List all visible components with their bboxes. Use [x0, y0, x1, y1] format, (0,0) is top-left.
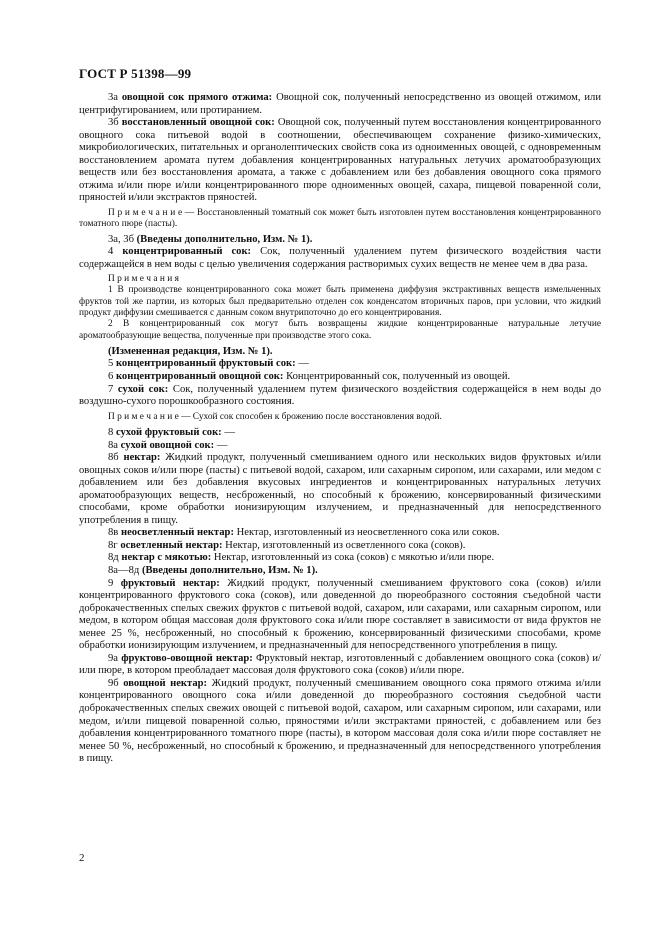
paragraph-5 [79, 358, 601, 371]
clause-number: 7 [108, 383, 114, 395]
term: овощной сок прямого отжима: [121, 92, 273, 103]
definition: — [295, 358, 309, 370]
amendment-text: (Измененная редакция, Изм. № 1). [108, 345, 273, 357]
amendment-note-1 [79, 234, 601, 247]
definition: Жидкий продукт, полученный смешиванием овощного сока прямого отжима и/или концентрированного овощного сока и/или доведенной до пюреобразного состояния съедобной части доброкачественных спелых свежих овощей с питьевой водой, сахаром, или сахарным сиропом, или сахарами, или медом, и/или пищевой поваренной солью, пряностями и/или экстрактами пряностей, с добавлением или без добавления концентрированного томатного пюре (пасты), в котором массовая доля сока и/или пюре составляет не менее 50 %, несброженный, но способный к брожению, и предназначенный для непосредственного употребления в пищу. [79, 677, 601, 765]
paragraph-8v [79, 527, 601, 540]
definition: Концентрированный сок, полученный из овощей. [283, 371, 511, 383]
term: фруктовый нектар: [120, 577, 220, 589]
paragraph-9a [79, 653, 601, 678]
definition: Фруктовый нектар, изготовленный с добавлением овощного сока (соков) и/или пюре, в котором преобладает массовая доля фруктового сока (соков) и/или пюре. [79, 652, 601, 677]
paragraph-8g [79, 540, 601, 553]
note-3 [79, 208, 601, 231]
amendment-note-2 [79, 346, 601, 359]
clause-number: 8 [108, 426, 114, 438]
clause-number: 8а [108, 439, 118, 451]
amendment-text: (Введены дополнительно, Изм. № 1). [136, 233, 313, 245]
definition: — [214, 439, 228, 451]
clause-number: 9б [108, 677, 119, 689]
clause-number: 3а [108, 92, 118, 103]
definition: Сок, полученный удалением путем физического воздействия содержащейся в нем воды до воздушно-сухого порошкообразного состояния. [79, 383, 601, 408]
term: нектар: [123, 452, 161, 464]
definition: — [221, 426, 235, 438]
note-7 [79, 412, 601, 423]
term: концентрированный овощной сок: [115, 371, 284, 383]
note-4-1: 1 В производстве концентрированного сока может быть применена диффузия экстрактивных веществ измельченных фруктов той же партии, из которых был предварительно отделен сок конденсатом вторичных паров, при условии, что жидкий продукт диффузии смешивается с данным соком внутрипоточно до его концентрирования. [79, 285, 601, 319]
clause-number: 9а [108, 652, 118, 664]
clause-number: 8г [108, 539, 118, 551]
clause-number: 3б [108, 117, 119, 129]
clause-number: 5 [108, 358, 114, 370]
page-number: 2 [79, 852, 85, 864]
amendment-text: (Введены дополнительно, Изм. № 1). [141, 564, 318, 576]
definition: Нектар, изготовленный из неосветленного сока или соков. [233, 527, 500, 539]
paragraph-7 [79, 384, 601, 409]
term: концентрированный фруктовый сок: [115, 358, 296, 370]
paragraph-9 [79, 578, 601, 653]
definition: Нектар, изготовленный из сока (соков) с мякотью и/или пюре. [211, 552, 495, 564]
definition: Сок, полученный удалением путем физического воздействия части содержащейся в нем воды с целью увеличения содержания растворимых сухих веществ не менее чем в два раза. [79, 246, 601, 270]
document-body [79, 92, 601, 766]
paragraph-8b [79, 452, 601, 527]
amendment-numbers: 8а—8д [108, 564, 142, 576]
clause-number: 8в [108, 527, 119, 539]
page-header: ГОСТ Р 51398—99 [79, 66, 192, 81]
paragraph-4 [79, 246, 601, 271]
paragraph-8 [79, 427, 601, 440]
paragraph-8a [79, 440, 601, 453]
term: сухой сок: [117, 383, 169, 395]
paragraph-6 [79, 371, 601, 384]
clause-number: 8д [108, 552, 119, 564]
term: сухой фруктовый сок: [115, 426, 222, 438]
note-4-2: 2 В концентрированный сок могут быть возвращены жидкие концентрированные натуральные летучие ароматообразующие вещества, полученные при производстве этого сока. [79, 319, 601, 341]
paragraph-9b [79, 678, 601, 766]
term: концентрированный сок: [122, 246, 252, 258]
notes-4-label: П р и м е ч а н и я [108, 274, 179, 285]
term: восстановленный овощной сок: [121, 117, 275, 129]
term: фруктово-овощной нектар: [121, 652, 253, 664]
note-label: П р и м е ч а н и е [108, 411, 179, 422]
definition: Овощной сок, полученный путем восстановления концентрированного овощного сока питьевой водой в соотношении, обеспечивающем сохранение физико-химических, микробиологических, питательных и органолептических свойств сока из одноименных овощей, с одновременным восстановлением аромата путем добавления концентрированных натуральных летучих ароматообразующих веществ или без восстановления аромата, а также с добавлением или без добавления овощного сока прямого отжима и/или пюре и/или концентрированного пюре одноименных овощей, сахара, пищевой поваренной соли, пряностей и/или экстрактов пряностей. [79, 117, 601, 204]
paragraph-8d [79, 552, 601, 565]
term: овощной нектар: [123, 677, 208, 689]
paragraph-3a [79, 92, 601, 117]
term: осветленный нектар: [120, 539, 223, 551]
clause-number: 8б [108, 452, 119, 464]
definition: Нектар, изготовленный из осветленного сока (соков). [222, 539, 466, 551]
clause-number: 4 [108, 246, 114, 258]
note-label: П р и м е ч а н и е [108, 207, 183, 218]
definition: Овощной сок, полученный непосредственно из овощей отжимом, или центрифугированием, или протиранием. [79, 92, 601, 116]
clause-number: 9 [108, 577, 114, 589]
paragraph-3b [79, 117, 601, 205]
term: нектар с мякотью: [121, 552, 212, 564]
note-text: — Сухой сок способен к брожению после восстановления водой. [178, 411, 442, 422]
term: неосветленный нектар: [120, 527, 234, 539]
definition: Жидкий продукт, полученный смешиванием одного или нескольких видов фруктовых и/или овощных соков и/или пюре (пасты) с питьевой водой, сахаром, или сахарным сиропом, или сахарами, или медом с добавлением или без добавления вкусовых ингредиентов и концентрированных натуральных летучих ароматообразующих веществ, несброженный, но способный к брожению, консервированный физическими способами, кроме обработки ионизирующим излучением, и предназначенный для непосредственного употребления в пищу. [79, 452, 601, 526]
amendment-note-3 [79, 565, 601, 578]
clause-number: 6 [108, 371, 114, 383]
note-text: — Восстановленный томатный сок может быть изготовлен путем восстановления концентрированного томатного пюре (пасты). [79, 207, 601, 230]
term: сухой овощной сок: [120, 439, 215, 451]
amendment-numbers: 3а, 3б [108, 233, 137, 245]
definition: Жидкий продукт, полученный смешиванием фруктового сока (соков) и/или концентрированного фруктового сока (соков), или доведенной до пюреобразного состояния съедобной части доброкачественных спелых свежих фруктов с питьевой водой, сахаром, или сахарами, или сахарным сиропом, или медом, в котором общая массовая доля фруктового сока и/или пюре составляет в зависимости от вида фруктов не менее 25 %, несброженный, но способный к брожению, консервированный физическими способами, кроме обработки ионизирующим излучением, и предназначенный для непосредственного употребления в пищу. [79, 577, 601, 652]
